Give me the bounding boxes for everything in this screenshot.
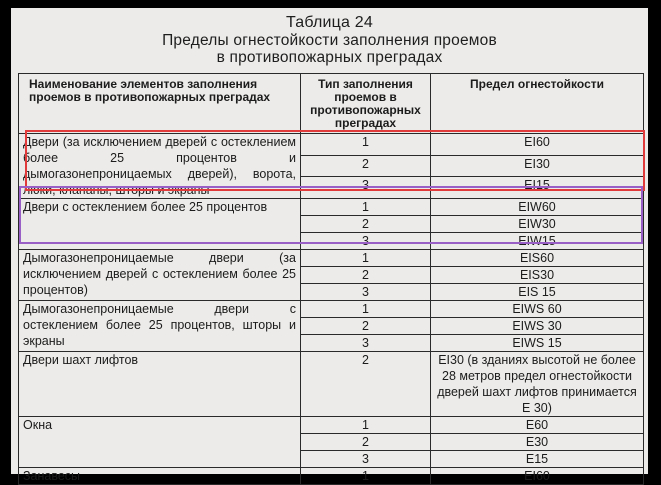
- fill-type-cell: 2: [301, 318, 431, 335]
- fill-type-cell: 3: [301, 451, 431, 468]
- fire-limit-cell: EIWS 30: [431, 318, 644, 335]
- fire-limit-cell: EIW15: [431, 233, 644, 250]
- fill-type-cell: 1: [301, 417, 431, 434]
- fire-limit-cell: EIW30: [431, 216, 644, 233]
- fill-type-cell: 1: [301, 301, 431, 318]
- fire-limit-cell: EIWS 15: [431, 335, 644, 352]
- fire-limit-cell: EI60: [431, 468, 644, 485]
- table-row: [19, 250, 644, 267]
- fill-type-cell: 1: [301, 199, 431, 216]
- fire-limit-cell: EI15: [431, 177, 644, 199]
- fill-type-cell: 2: [301, 434, 431, 451]
- table-row: [19, 199, 644, 216]
- fill-type-cell: 2: [301, 216, 431, 233]
- table-header-row: [19, 74, 644, 134]
- fill-type-cell: 2: [301, 267, 431, 284]
- fire-limit-cell: EIW60: [431, 199, 644, 216]
- fill-type-cell: 3: [301, 177, 431, 199]
- document-page: [11, 8, 648, 483]
- table-row: [19, 468, 644, 485]
- header-element-name: Наименование элементов заполнения проемов в противопожарных преградах: [19, 74, 301, 134]
- element-name-cell: Дымогазонепроницаемые двери с остеклением более 25 процентов, шторы и экраны: [19, 301, 301, 352]
- header-fill-type: Тип заполнения проемов в противопожарных преградах: [301, 74, 431, 134]
- table-number: Таблица 24: [286, 14, 373, 31]
- table-row: [19, 352, 644, 417]
- fill-type-cell: 1: [301, 134, 431, 156]
- element-name-cell: Двери шахт лифтов: [19, 352, 301, 417]
- header-fire-limit: Предел огнестойкости: [431, 74, 644, 134]
- fill-type-cell: 3: [301, 233, 431, 250]
- fire-limit-cell: E60: [431, 417, 644, 434]
- element-name-cell: Занавесы: [19, 468, 301, 485]
- fire-limit-cell: EIWS 60: [431, 301, 644, 318]
- fill-type-cell: 3: [301, 335, 431, 352]
- fire-limit-cell: EIS60: [431, 250, 644, 267]
- fill-type-cell: 1: [301, 468, 431, 485]
- fire-limit-cell: E30: [431, 434, 644, 451]
- table-row: [19, 417, 644, 434]
- table-row: [19, 301, 644, 318]
- fire-limit-cell: EI30: [431, 155, 644, 177]
- table-title-line-2: в противопожарных преградах: [216, 49, 443, 66]
- fire-limit-cell: EI60: [431, 134, 644, 156]
- fire-limit-cell: EI30 (в зданиях высотой не более 28 метров предел огнестойкости дверей шахт лифтов принимается Е 30): [431, 352, 644, 417]
- fill-type-cell: 2: [301, 352, 431, 417]
- fill-type-cell: 3: [301, 284, 431, 301]
- fire-limit-cell: EIS30: [431, 267, 644, 284]
- fire-limit-cell: EIS 15: [431, 284, 644, 301]
- fire-resistance-table: [18, 73, 644, 485]
- element-name-cell: Двери (за исключением дверей с остеклением более 25 процентов и дымогазонепроницаемых дверей), ворота, люки, клапаны, шторы и экраны: [19, 134, 301, 199]
- element-name-cell: Двери с остеклением более 25 процентов: [19, 199, 301, 250]
- element-name-cell: Дымогазонепроницаемые двери (за исключением дверей с остеклением более 25 процентов): [19, 250, 301, 301]
- fill-type-cell: 2: [301, 155, 431, 177]
- table-title-line-1: Пределы огнестойкости заполнения проемов: [162, 32, 497, 49]
- fill-type-cell: 1: [301, 250, 431, 267]
- table-row: [19, 134, 644, 156]
- element-name-cell: Окна: [19, 417, 301, 468]
- fire-limit-cell: E15: [431, 451, 644, 468]
